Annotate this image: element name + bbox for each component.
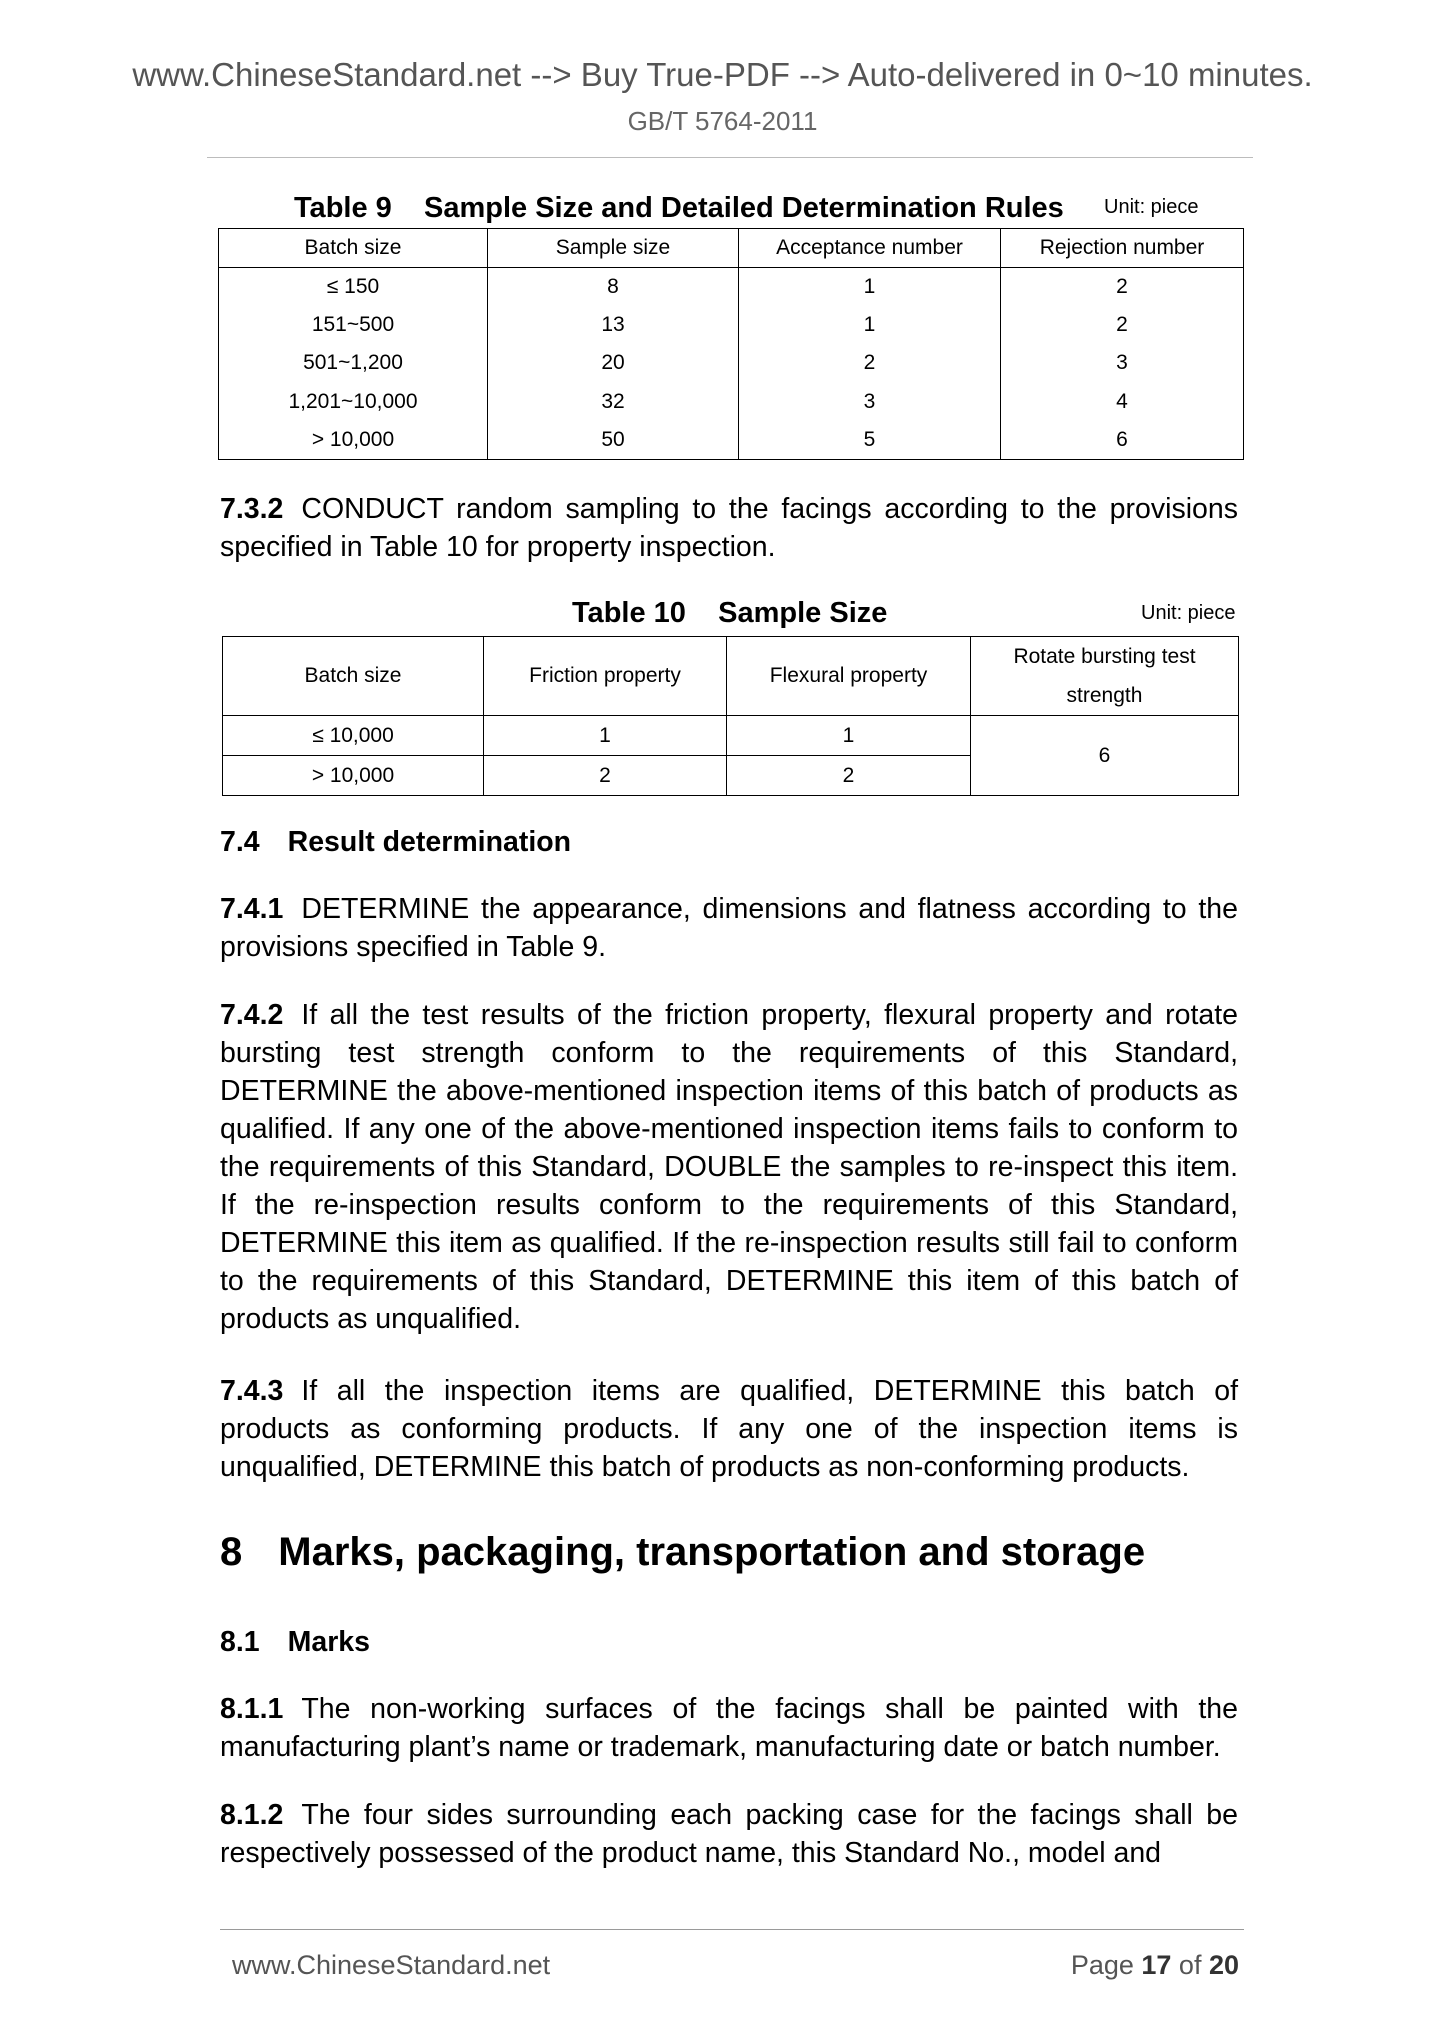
table-cell: 2 <box>727 756 971 796</box>
table-cell: ≤ 10,000 <box>223 716 484 756</box>
clause-number: 7.4.2 <box>220 999 284 1031</box>
clause-7-4-2 <box>220 996 1238 1338</box>
section-number: 8 <box>220 1530 243 1574</box>
table-cell: 5 <box>739 421 1001 459</box>
table-row <box>219 306 1244 344</box>
clause-text: If all the inspection items are qualified, DETERMINE this batch of products as conforming products. If any one of the inspection items is unqualified, DETERMINE this batch of products as non-conforming products. <box>220 1375 1238 1483</box>
table-cell: 2 <box>1001 306 1244 344</box>
table9-col-acceptance: Acceptance number <box>739 229 1001 268</box>
table-cell: 501~1,200 <box>219 344 488 382</box>
table10-col-friction: Friction property <box>484 637 727 716</box>
subsection-title: Result determination <box>287 826 572 858</box>
table-cell: 2 <box>739 344 1001 382</box>
clause-7-4-3 <box>220 1372 1238 1486</box>
clause-8-1-2 <box>220 1796 1238 1872</box>
clause-number: 8.1.1 <box>220 1693 284 1725</box>
clause-text: The four sides surrounding each packing case for the facings shall be respectively possessed of the product name, this Standard No., model and <box>220 1799 1238 1869</box>
clause-text: If all the test results of the friction property, flexural property and rotate bursting test strength conform to the requirements of this Standard, DETERMINE the above-mentioned inspection items of this batch of products as qualified. If any one of the above-mentioned inspection items fails to conform to the requirements of this Standard, DOUBLE the samples to re-inspect this item. If the re-inspection results conform to the requirements of this Standard, DETERMINE this item as qualified. If the re-inspection results still fail to conform to the requirements of this Standard, DETERMINE this item of this batch of products as unqualified. <box>220 999 1238 1335</box>
table-cell: 2 <box>1001 268 1244 306</box>
table-cell: 1 <box>727 716 971 756</box>
table-cell: > 10,000 <box>223 756 484 796</box>
clause-8-1-1 <box>220 1690 1238 1766</box>
clause-7-3-2 <box>220 490 1238 566</box>
table10-unit: Unit: piece <box>1141 602 1236 624</box>
clause-7-4-1 <box>220 890 1238 966</box>
table-cell: 13 <box>488 306 739 344</box>
page-indicator <box>1071 1950 1239 1981</box>
table-row <box>219 383 1244 421</box>
subsection-8-1 <box>220 1626 370 1659</box>
header-divider <box>207 157 1253 158</box>
table-cell: 3 <box>739 383 1001 421</box>
table-cell: 50 <box>488 421 739 459</box>
table9-col-rejection: Rejection number <box>1001 229 1244 268</box>
table-cell: 1 <box>484 716 727 756</box>
table-cell: 32 <box>488 383 739 421</box>
table9-unit: Unit: piece <box>1104 196 1199 218</box>
section-8-heading <box>220 1530 1145 1575</box>
table9 <box>218 228 1244 460</box>
table-row <box>219 421 1244 459</box>
table-row <box>223 716 1239 756</box>
subsection-title: Marks <box>287 1626 371 1658</box>
subsection-number: 8.1 <box>220 1626 260 1658</box>
table10-header-row <box>223 637 1239 716</box>
header-banner: www.ChineseStandard.net --> Buy True-PDF --> Auto-delivered in 0~10 minutes. <box>132 56 1313 93</box>
clause-number: 7.4.3 <box>220 1375 284 1407</box>
table-row <box>219 268 1244 306</box>
table-cell: 20 <box>488 344 739 382</box>
table-cell: 3 <box>1001 344 1244 382</box>
clause-text: The non-working surfaces of the facings shall be painted with the manufacturing plant’s name or trademark, manufacturing date or batch number. <box>220 1693 1238 1763</box>
page-current: 17 <box>1141 1950 1172 1980</box>
table-cell: 8 <box>488 268 739 306</box>
clause-text: CONDUCT random sampling to the facings according to the provisions specified in Table 10 for property inspection. <box>220 493 1238 563</box>
footer-site-link[interactable]: www.ChineseStandard.net <box>232 1950 551 1980</box>
standard-number: GB/T 5764-2011 <box>627 106 818 136</box>
table10-col-batch-size: Batch size <box>223 637 484 716</box>
section-title: Marks, packaging, transportation and storage <box>278 1530 1146 1574</box>
clause-number: 7.3.2 <box>220 493 284 525</box>
clause-number: 7.4.1 <box>220 893 284 925</box>
subsection-number: 7.4 <box>220 826 260 858</box>
table-cell: 1 <box>739 306 1001 344</box>
table10 <box>222 636 1239 796</box>
table-cell: > 10,000 <box>219 421 488 459</box>
table9-caption: Table 9 Sample Size and Detailed Determination Rules <box>294 192 1064 224</box>
page-total: 20 <box>1208 1950 1239 1980</box>
table10-col-flexural: Flexural property <box>727 637 971 716</box>
table9-header-row <box>219 229 1244 268</box>
page-of: of <box>1171 1950 1209 1980</box>
table-cell: 2 <box>484 756 727 796</box>
table-cell: 1 <box>739 268 1001 306</box>
table-cell: ≤ 150 <box>219 268 488 306</box>
clause-text: DETERMINE the appearance, dimensions and flatness according to the provisions specified in Table 9. <box>220 893 1238 963</box>
table10-caption: Table 10 Sample Size <box>572 597 888 629</box>
table-cell: 151~500 <box>219 306 488 344</box>
table-cell: 4 <box>1001 383 1244 421</box>
clause-number: 8.1.2 <box>220 1799 284 1831</box>
table-row <box>219 344 1244 382</box>
table9-col-batch-size: Batch size <box>219 229 488 268</box>
table10-col-bursting: Rotate bursting test strength <box>971 637 1239 716</box>
page-prefix: Page <box>1070 1950 1142 1980</box>
table9-col-sample-size: Sample size <box>488 229 739 268</box>
table-cell: 1,201~10,000 <box>219 383 488 421</box>
footer-divider <box>220 1929 1244 1930</box>
table-cell: 6 <box>1001 421 1244 459</box>
table10-merged-cell: 6 <box>971 716 1239 796</box>
subsection-7-4 <box>220 826 571 859</box>
